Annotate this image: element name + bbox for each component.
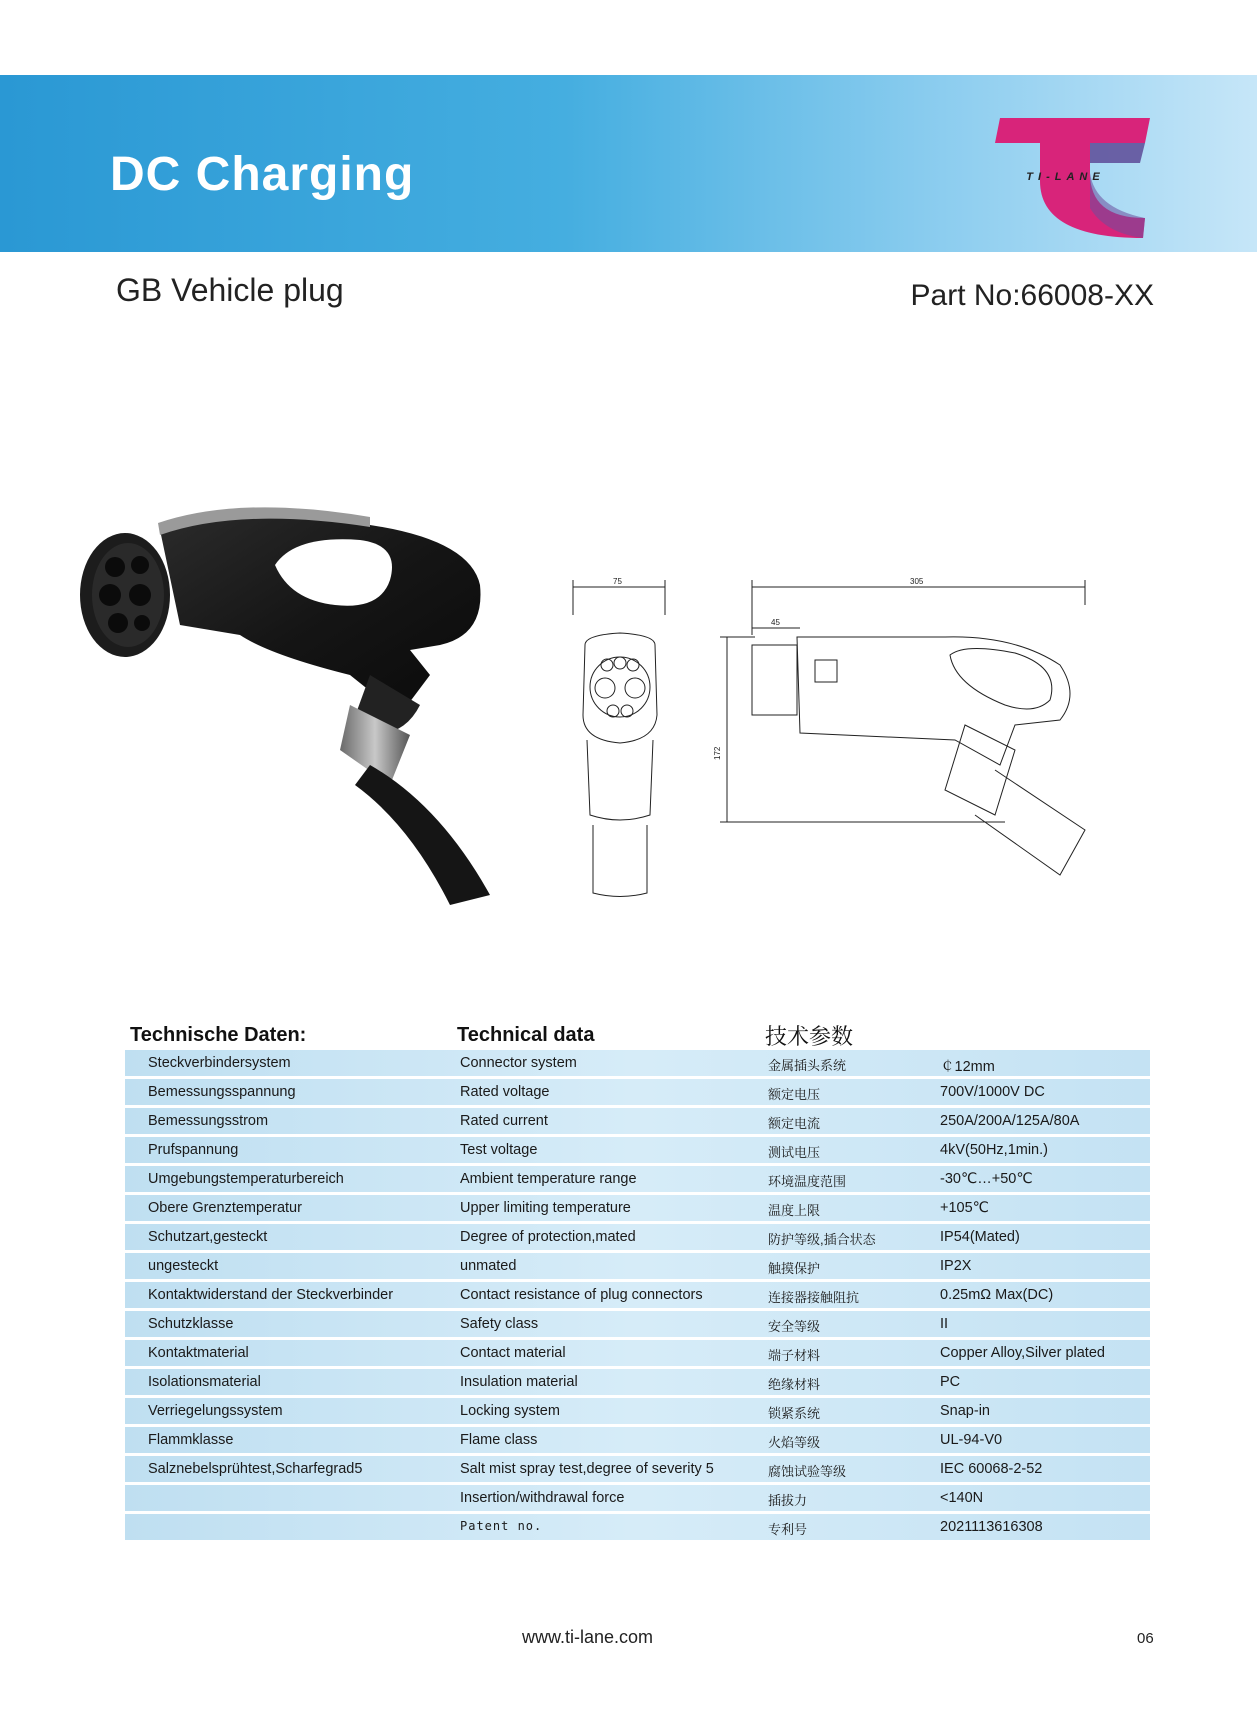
- page-number: 06: [1137, 1630, 1154, 1647]
- front-view-drawing: [565, 575, 675, 900]
- product-photo: [70, 495, 550, 915]
- table-row: [125, 1195, 1150, 1221]
- spec-chinese: 绝缘材料: [768, 1377, 821, 1392]
- front-width-label: 75: [613, 577, 622, 586]
- spec-german: Umgebungstemperaturbereich: [148, 1171, 344, 1187]
- spec-german: Prufspannung: [148, 1142, 239, 1158]
- spec-chinese: 额定电压: [768, 1087, 821, 1102]
- header-english: Technical data: [457, 1024, 595, 1046]
- table-row: [125, 1137, 1150, 1163]
- spec-german: Steckverbindersystem: [148, 1055, 291, 1071]
- spec-chinese: 插拔力: [768, 1493, 808, 1508]
- spec-german: ungesteckt: [148, 1258, 219, 1274]
- part-number: Part No:66008-XX: [910, 279, 1154, 312]
- spec-english: Contact resistance of plug connectors: [460, 1287, 703, 1303]
- spec-chinese: 触摸保护: [768, 1261, 821, 1276]
- spec-english: Patent no.: [460, 1519, 543, 1533]
- table-row: [125, 1514, 1150, 1540]
- table-row: [125, 1311, 1150, 1337]
- table-header: [125, 1020, 1150, 1050]
- spec-english: Salt mist spray test,degree of severity 5: [460, 1461, 714, 1477]
- spec-german: Isolationsmaterial: [148, 1374, 261, 1390]
- table-row: [125, 1050, 1150, 1076]
- table-row: [125, 1224, 1150, 1250]
- spec-value: <140N: [940, 1490, 984, 1506]
- spec-english: Rated current: [460, 1113, 548, 1129]
- spec-german: Verriegelungssystem: [148, 1403, 283, 1419]
- table-row: [125, 1079, 1150, 1105]
- spec-german: Kontaktwiderstand der Steckverbinder: [148, 1287, 394, 1303]
- spec-chinese: 测试电压: [768, 1145, 821, 1160]
- spec-chinese: 锁紧系统: [768, 1406, 821, 1421]
- spec-german: Kontaktmaterial: [148, 1345, 249, 1361]
- spec-english: Contact material: [460, 1345, 566, 1361]
- spec-english: Insulation material: [460, 1374, 578, 1390]
- side-length-label: 305: [910, 577, 924, 586]
- spec-german: Salznebelsprühtest,Scharfegrad5: [148, 1461, 363, 1477]
- spec-chinese: 连接器接触阻抗: [768, 1290, 860, 1305]
- spec-value: 2021113616308: [940, 1519, 1043, 1535]
- page-title: DC Charging: [110, 148, 415, 201]
- spec-chinese: 腐蚀试验等级: [768, 1464, 847, 1479]
- spec-chinese: 专利号: [768, 1522, 808, 1537]
- spec-value: UL-94-V0: [940, 1432, 1003, 1448]
- table-row: [125, 1398, 1150, 1424]
- spec-value: II: [940, 1316, 949, 1332]
- spec-german: Obere Grenztemperatur: [148, 1200, 302, 1216]
- spec-english: Insertion/withdrawal force: [460, 1490, 625, 1506]
- spec-value: 0.25mΩ Max(DC): [940, 1287, 1054, 1303]
- spec-chinese: 温度上限: [768, 1203, 821, 1218]
- table-row: [125, 1485, 1150, 1511]
- spec-value: Snap-in: [940, 1403, 990, 1419]
- table-row: [125, 1340, 1150, 1366]
- spec-english: Flame class: [460, 1432, 538, 1448]
- header-german: Technische Daten:: [130, 1024, 307, 1046]
- spec-value: IP2X: [940, 1258, 972, 1274]
- table-row: [125, 1166, 1150, 1192]
- product-subtitle: GB Vehicle plug: [116, 272, 344, 308]
- spec-value: PC: [940, 1374, 961, 1390]
- spec-chinese: 环境温度范围: [768, 1174, 847, 1189]
- spec-chinese: 金属插头系统: [768, 1058, 847, 1073]
- spec-english: Safety class: [460, 1316, 539, 1332]
- height-label: 172: [713, 746, 722, 760]
- spec-german: Bemessungsstrom: [148, 1113, 269, 1129]
- spec-value: 700V/1000V DC: [940, 1084, 1045, 1100]
- table-rows: [125, 1050, 1150, 1540]
- spec-value: IEC 60068-2-52: [940, 1461, 1043, 1477]
- spec-value: +105℃: [940, 1200, 989, 1216]
- spec-german: Schutzart,gesteckt: [148, 1229, 268, 1245]
- spec-value: IP54(Mated): [940, 1229, 1020, 1245]
- spec-chinese: 额定电流: [768, 1116, 821, 1131]
- side-offset-label: 45: [771, 618, 780, 627]
- spec-english: Upper limiting temperature: [460, 1200, 631, 1216]
- spec-german: Bemessungsspannung: [148, 1084, 296, 1100]
- table-row: [125, 1253, 1150, 1279]
- header-banner: [0, 75, 1257, 252]
- spec-value: 4kV(50Hz,1min.): [940, 1142, 1048, 1158]
- spec-chinese: 火焰等级: [768, 1435, 821, 1450]
- spec-english: unmated: [460, 1258, 517, 1274]
- technical-data-table: [125, 1020, 1150, 1543]
- spec-chinese: 端子材料: [768, 1348, 821, 1363]
- table-row: [125, 1369, 1150, 1395]
- spec-value: ￠12mm: [940, 1059, 995, 1075]
- table-row: [125, 1282, 1150, 1308]
- table-row: [125, 1427, 1150, 1453]
- spec-chinese: 安全等级: [768, 1319, 821, 1334]
- spec-english: Test voltage: [460, 1142, 538, 1158]
- spec-english: Locking system: [460, 1403, 560, 1419]
- table-row: [125, 1108, 1150, 1134]
- spec-value: 250A/200A/125A/80A: [940, 1113, 1080, 1129]
- logo-text: TI-LANE: [1026, 171, 1105, 183]
- side-view-drawing: [715, 575, 1175, 905]
- table-row: [125, 1456, 1150, 1482]
- spec-chinese: 防护等级,插合状态: [768, 1232, 876, 1247]
- spec-german: Schutzklasse: [148, 1316, 234, 1332]
- spec-value: Copper Alloy,Silver plated: [940, 1345, 1105, 1361]
- spec-english: Rated voltage: [460, 1084, 550, 1100]
- header-chinese: 技术参数: [765, 1024, 854, 1049]
- footer-website[interactable]: www.ti-lane.com: [522, 1627, 654, 1647]
- spec-german: Flammklasse: [148, 1432, 234, 1448]
- spec-value: -30℃…+50℃: [940, 1171, 1033, 1187]
- spec-english: Ambient temperature range: [460, 1171, 637, 1187]
- spec-english: Connector system: [460, 1055, 577, 1071]
- spec-english: Degree of protection,mated: [460, 1229, 636, 1245]
